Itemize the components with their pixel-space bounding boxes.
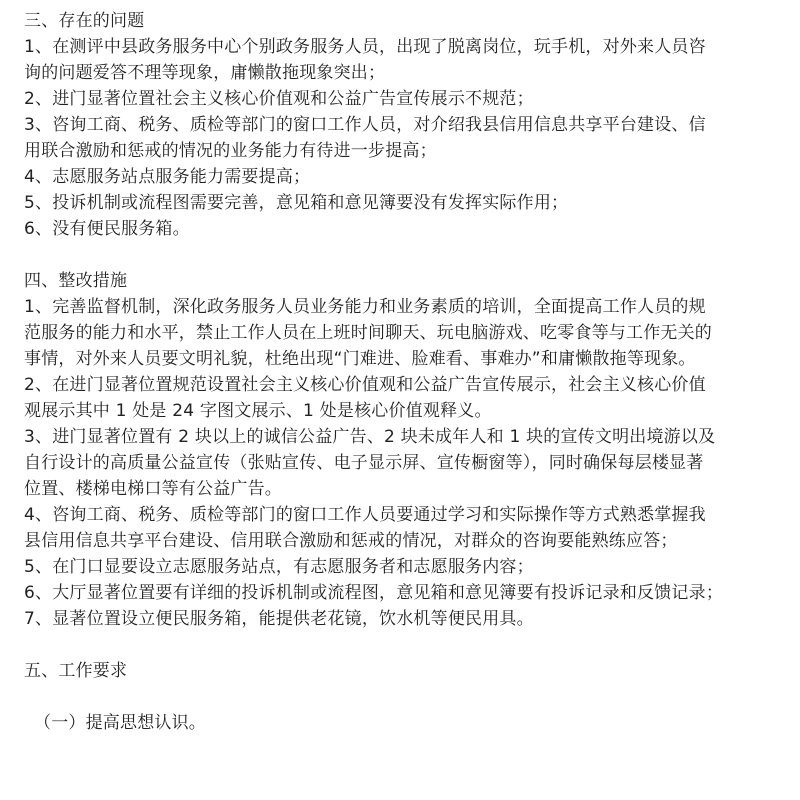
subsection-heading: （一）提高思想认识。 (34, 713, 206, 733)
problem-line: 6、没有便民服务箱。 (24, 219, 190, 239)
section-heading-measures: 四、整改措施 (24, 271, 128, 291)
section-heading-problems: 三、存在的问题 (24, 11, 145, 31)
measure-line: 4、咨询工商、税务、质检等部门的窗口工作人员要通过学习和实际操作等方式熟悉掌握我 (24, 505, 706, 525)
paragraph-gap (24, 684, 780, 710)
paragraph-gap (24, 632, 780, 658)
problem-line: 2、进门显著位置社会主义核心价值观和公益广告宣传展示不规范； (24, 89, 534, 109)
section-heading-requirements: 五、工作要求 (24, 661, 128, 681)
problem-line: 5、投诉机制或流程图需要完善，意见箱和意见簿要没有发挥实际作用； (24, 193, 569, 213)
measure-line: 事情，对外来人员要文明礼貌，杜绝出现“门难进、脸难看、事难办”和庸懒散拖等现象。 (24, 349, 696, 369)
measure-line: 2、在进门显著位置规范设置社会主义核心价值观和公益广告宣传展示，社会主义核心价值 (24, 375, 706, 395)
paragraph-gap (24, 242, 780, 268)
measure-line: 6、大厅显著位置要有详细的投诉机制或流程图，意见箱和意见簿要有投诉记录和反馈记录； (24, 583, 724, 603)
measure-line: 3、进门显著位置有 2 块以上的诚信公益广告、2 块未成年人和 1 块的宣传文明出境游以及 (24, 427, 716, 447)
measure-line: 范服务的能力和水平，禁止工作人员在上班时间聊天、玩电脑游戏、吃零食等与工作无关的 (24, 323, 712, 343)
measure-line: 自行设计的高质量公益宣传（张贴宣传、电子显示屏、宣传橱窗等），同时确保每层楼显著 (24, 453, 704, 473)
page-cutoff (0, 796, 800, 800)
problem-line: 4、志愿服务站点服务能力需要提高； (24, 167, 311, 187)
problem-line: 用联合激励和惩戒的情况的业务能力有待进一步提高； (24, 141, 437, 161)
measure-line: 1、完善监督机制，深化政务服务人员业务能力和业务素质的培训，全面提高工作人员的规 (24, 297, 706, 317)
problem-line: 1、在测评中县政务服务中心个别政务服务人员，出现了脱离岗位，玩手机，对外来人员咨 (24, 37, 706, 57)
measure-line: 5、在门口显要设立志愿服务站点，有志愿服务者和志愿服务内容； (24, 557, 534, 577)
measure-line: 县信用信息共享平台建设、信用联合激励和惩戒的情况，对群众的咨询要能熟练应答； (24, 531, 678, 551)
document-body (24, 8, 780, 736)
problem-line: 询的问题爱答不理等现象，庸懒散拖现象突出； (24, 63, 386, 83)
measure-line: 观展示其中 1 处是 24 字图文展示、1 处是核心价值观释义。 (24, 401, 492, 421)
problem-line: 3、咨询工商、税务、质检等部门的窗口工作人员，对介绍我县信用信息共享平台建设、信 (24, 115, 706, 135)
measure-line: 位置、楼梯电梯口等有公益广告。 (24, 479, 282, 499)
measure-line: 7、显著位置设立便民服务箱，能提供老花镜，饮水机等便民用具。 (24, 609, 534, 629)
